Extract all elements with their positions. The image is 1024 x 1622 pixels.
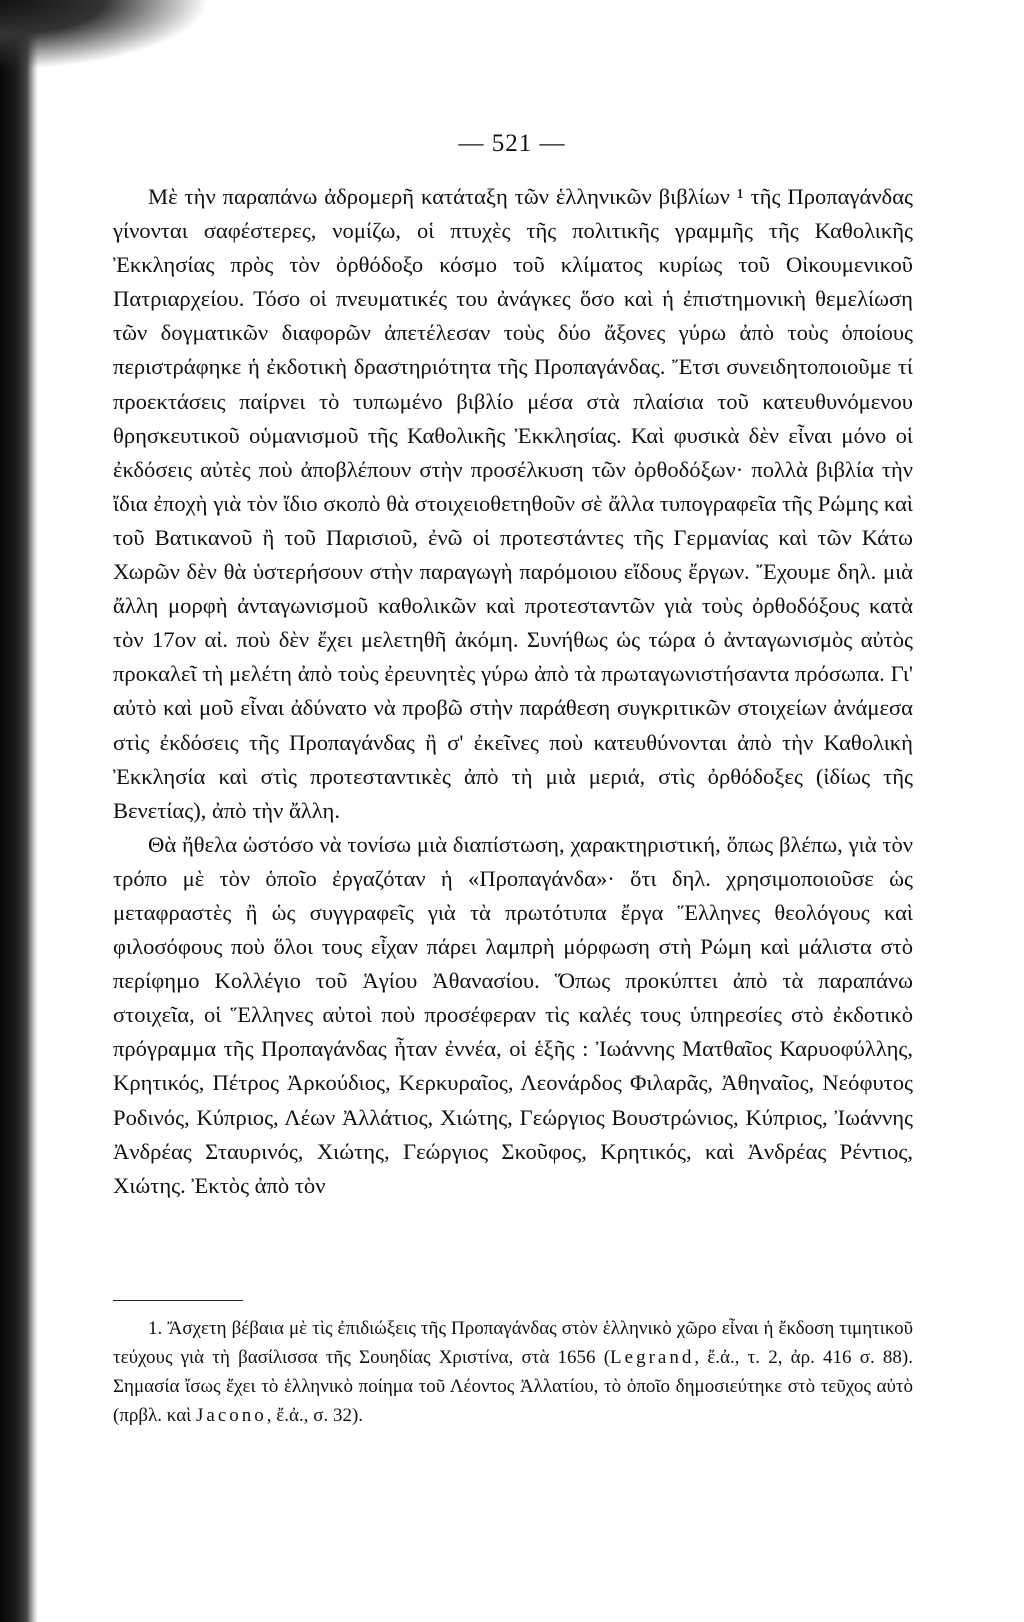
author-legrand: Legrand [610, 1347, 695, 1368]
paragraph-1: Μὲ τὴν παραπάνω ἀδρομερῆ κατάταξη τῶν ἑλληνικῶν βιβλίων ¹ τῆς Προπαγάνδας γίνονται σαφέστερες, νομίζω, οἱ πτυχὲς τῆς πολιτικῆς γραμμῆς τῆς Καθολικῆς Ἐκκλησίας πρὸς τὸν ὀρθόδοξο κόσμο τοῦ κλίματος κυρίως τοῦ Οἰκουμενικοῦ Πατριαρχείου. Τόσο οἱ πνευματικές του ἀνάγκες ὅσο καὶ ἡ ἐπιστημονικὴ θεμελίωση τῶν δογματικῶν διαφορῶν ἀπετέλεσαν τοὺς δύο ἄξονες γύρω ἀπὸ τοὺς ὁποίους περιστράφηκε ἡ ἐκδοτικὴ δραστηριότητα τῆς Προπαγάνδας. Ἔτσι συνειδητοποιοῦμε τί προεκτάσεις παίρνει τὸ τυπωμένο βιβλίο μέσα στὰ πλαίσια τοῦ κατευθυνόμενου θρησκευτικοῦ οὑμανισμοῦ τῆς Καθολικῆς Ἐκκλησίας. Καὶ φυσικὰ δὲν εἶναι μόνο οἱ ἐκδόσεις αὐτὲς ποὺ ἀποβλέπουν στὴν προσέλκυση τῶν ὀρθοδόξων· πολλὰ βιβλία τὴν ἴδια ἐποχὴ γιὰ τὸν ἴδιο σκοπὸ θὰ στοιχειοθετηθοῦν σὲ ἄλλα τυπογραφεῖα τῆς Ρώμης καὶ τοῦ Βατικανοῦ ἢ τοῦ Παρισιοῦ, ἐνῶ οἱ προτεστάντες τῆς Γερμανίας καὶ τῶν Κάτω Χωρῶν δὲν θὰ ὑστερήσουν στὴν παραγωγὴ παρόμοιου εἴδους ἔργων. Ἔχουμε δηλ. μιὰ ἄλλη μορφὴ ἀνταγωνισμοῦ καθολικῶν καὶ προτεσταντῶν γιὰ τοὺς ὀρθοδόξους κατὰ τὸν 17ον αἰ. ποὺ δὲν ἔχει μελετηθῆ ἀκόμη. Συνήθως ὡς τώρα ὁ ἀνταγωνισμὸς αὐτὸς προκαλεῖ τὴ μελέτη ἀπὸ τοὺς ἐρευνητὲς γύρω ἀπὸ τὰ πρωταγωνιστήσαντα πρόσωπα. Γι' αὐτὸ καὶ μοῦ εἶναι ἀδύνατο νὰ προβῶ στὴν παράθεση συγκριτικῶν στοιχείων ἀνάμεσα στὶς ἐκδόσεις τῆς Προπαγάνδας ἢ σ' ἐκεῖνες ποὺ κατευθύνονται ἀπὸ τὴν Καθολικὴ Ἐκκλησία καὶ στὶς προτεσταντικὲς ἀπὸ τὴ μιὰ μεριά, στὶς ὀρθόδοξες (ἰδίως τῆς Βενετίας), ἀπὸ τὴν ἄλλη. [113, 184, 913, 823]
footnote-divider [113, 1300, 243, 1301]
footnotes [113, 1314, 913, 1430]
footnote-1 [113, 1314, 913, 1430]
scan-binding-shadow [0, 0, 38, 1622]
author-jacono: Jacono [196, 1405, 267, 1426]
scan-corner-shadow [0, 0, 210, 70]
main-text [113, 180, 913, 1203]
footnote-text-c: , ἔ.ἀ., σ. 32). [266, 1405, 364, 1426]
paragraph-2: Θὰ ἤθελα ὡστόσο νὰ τονίσω μιὰ διαπίστωση, χαρακτηριστική, ὅπως βλέπω, γιὰ τὸν τρόπο μὲ τὸν ὁποῖο ἐργαζόταν ἡ «Προπαγάνδα»· ὅτι δηλ. χρησιμοποιοῦσε ὡς μεταφραστὲς ἢ ὡς συγγραφεῖς γιὰ τὰ πρωτότυπα ἔργα Ἕλληνες θεολόγους καὶ φιλοσόφους ποὺ ὅλοι τους εἶχαν πάρει λαμπρὴ μόρφωση στὴ Ρώμη καὶ μάλιστα στὸ περίφημο Κολλέγιο τοῦ Ἁγίου Ἀθανασίου. Ὅπως προκύπτει ἀπὸ τὰ παραπάνω στοιχεῖα, οἱ Ἕλληνες αὐτοὶ ποὺ προσέφεραν τὶς καλές τους ὑπηρεσίες στὸ ἐκδοτικὸ πρόγραμμα τῆς Προπαγάνδας ἦταν ἐννέα, οἱ ἑξῆς : Ἰωάννης Ματθαῖος Καρυοφύλλης, Κρητικός, Πέτρος Ἀρκούδιος, Κερκυραῖος, Λεονάρδος Φιλαρᾶς, Ἀθηναῖος, Νεόφυτος Ροδινός, Κύπριος, Λέων Ἀλλάτιος, Χιώτης, Γεώργιος Βουστρώνιος, Κύπριος, Ἰωάννης Ἀνδρέας Σταυρινός, Χιώτης, Γεώργιος Σκοῦφος, Κρητικός, καὶ Ἀνδρέας Ρέντιος, Χιώτης. Ἐκτὸς ἀπὸ τὸν [113, 831, 913, 1198]
page-number: — 521 — [458, 130, 566, 157]
footnote-text-a: 1. Ἄσχετη βέβαια μὲ τὶς ἐπιδιώξεις τῆς Προπαγάνδας στὸν ἑλληνικὸ χῶρο εἶναι ἡ ἔκδοση τιμητικοῦ τεύχους γιὰ τὴ βασίλισσα τῆς Σουηδίας Χριστίνα, στὰ 1656 ( [113, 1318, 913, 1368]
footnote-text-b: , ἔ.ἀ., τ. 2, ἀρ. 416 σ. 88). Σημασία ἴσως ἔχει τὸ ἑλληνικὸ ποίημα τοῦ Λέοντος Ἀλλατίου, τὸ ὁποῖο δημοσιεύτηκε στὸ τεῦχος αὐτὸ (πρβλ. καὶ [113, 1347, 914, 1426]
